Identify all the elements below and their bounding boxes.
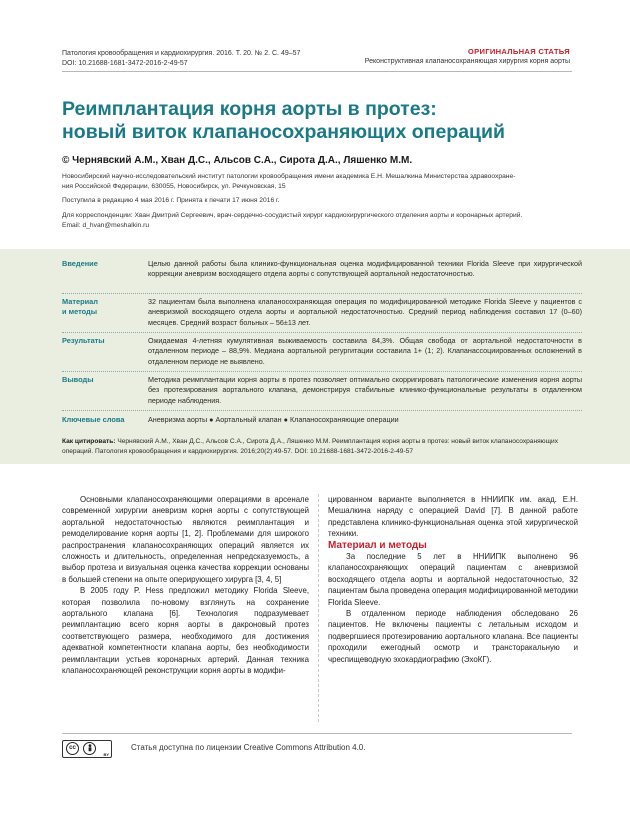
doi-line: DOI: 10.21688-1681-3472-2016-2-49-57 [62,59,188,67]
methods-label [62,297,142,317]
running-header-left [62,49,300,68]
affiliation [62,172,582,193]
body-paragraph: Основными клапаносохраняющими операциями в арсенале современной хирургии аневризм корня аорты с сопутствующей аортальной недостаточностью являются реимплантация и ремоделирование корня аорты [1, 2]. Проблемами для широкого распространения клапаносохраняющих операций является их сложность и длительность, определенная непредсказуемость, а выбор протеза и визуальная оценка качества коррекции основаны в большей степени на опыте оперирующего хирурга [3, 4, 5] [62,495,309,584]
methods-label-line-2: и методы [62,307,98,317]
abstract-separator [62,293,582,294]
license-text: Статья доступна по лицензии Creative Commons Attribution 4.0. [131,743,366,752]
body-paragraph: За последние 5 лет в ННИИПК выполнено 96 клапаносохраняющих операций пациентам с аневризмой восходящего отдела аорты и аортальной недостаточностью, 32 пациентам была проведена операция модифицированной методики Florida Sleeve. [328,552,578,607]
abstract-separator [62,332,582,333]
how-to-cite [62,437,582,457]
person-glyph [85,743,95,753]
article-title [62,98,582,144]
correspondence [62,211,582,232]
received-dates: Поступила в редакцию 4 мая 2016 г. Принята к печати 17 июня 2016 г. [62,197,280,204]
affiliation-line-1: Новосибирский научно-исследовательский институт патологии кровообращения имени академика Е.Н. Мешалкина Министерства здравоохране- [62,173,516,180]
section-subtitle: Реконструктивная клапаносохраняющая хирургия корня аорты [364,58,570,65]
cite-label: Как цитировать: [62,438,116,445]
journal-line: Патология кровообращения и кардиохирургия. 2016. Т. 20. № 2. С. 49–57 [62,50,301,57]
methods-text: 32 пациентам была выполнена клапаносохраняющая операция по модифицированной методике Florida Sleeve у пациентов с аневризмой восходящего отдела аорты и аортальной недостаточностью. Средний период наблюдения составил 17 (0–60) месяцев. Средний возраст больных – 56±13 лет. [148,297,582,327]
affiliation-line-2: ния Российской Федерации, 630055, Новосибирск, ул. Речкуновская, 15 [62,183,286,191]
keywords-text: Аневризма аорты ● Аортальный клапан ● Клапаносохраняющие операции [148,415,399,424]
cite-text: Чернявский А.М., Хван Д.С., Альсов С.А., Сирота Д.А., Ляшенко М.М. Реимплантация корня аорты в протез: новый виток клапаносохраняющих операций. Патология кровообращения и кардиохирургия. 2016;20(2):49-57. DOI: 10.21688-1681-3472-2016-2-49-57 [62,438,559,455]
introduction-label: Введение [62,259,98,268]
person-icon [83,742,96,755]
body-column-right [328,494,578,665]
abstract-separator [62,371,582,372]
abstract-separator [62,410,582,411]
keywords-label: Ключевые слова [62,415,125,424]
conclusions-label: Выводы [62,375,94,384]
title-line-1: Реимплантация корня аорты в протез: [62,98,437,120]
section-heading: Материал и методы [328,539,427,551]
introduction-text: Целью данной работы была клинико-функциональная оценка модифицированной техники Florida Sleeve при хирургической коррекции аневризм восходящего отдела аорты с сопутствующей аортальной недостаточностью. [148,259,582,279]
cc-icon: cc [66,742,79,755]
conclusions-text: Методика реимплантации корня аорты в протез позволяет оптимально скорригировать патологические изменения корня аорты без протезирования аортального клапана, демонстрируя стабильные клинико-функциональные результаты в отдаленном периоде наблюдения. [148,375,582,405]
body-paragraph: цированном варианте выполняется в ННИИПК им. акад. Е.Н. Мешалкина наряду с операцией David [7]. В данной работе представлена клинико-функциональная оценка этой хирургической техники. [328,495,578,539]
cc-by-license-badge [62,740,112,758]
correspondence-email: Email: d_hvan@meshalkin.ru [62,222,150,230]
title-line-2: новый виток клапаносохраняющих операций [62,121,506,143]
section-label: ОРИГИНАЛЬНАЯ СТАТЬЯ [467,47,570,56]
body-paragraph: В отдаленном периоде наблюдения обследовано 26 пациентов. Не включены пациенты с летальным исходом и подвергшиеся протезированию аортального клапана. Все пациенты проходили ежегодный осмотр и трансторакальную и чреспищеводную эхокардиографию (ЭхоКГ). [328,609,578,664]
body-column-left [62,494,309,677]
results-text: Ожидаемая 4-летняя кумулятивная выживаемость составила 84,3%. Общая свобода от аортальной недостаточности в отдаленном периоде – 88,9%. Медиана аортальной регургитации составила 1+ (1; 2). Клапанассоциированных осложнений в отдаленном периоде не выявлено. [148,336,582,366]
correspondence-line-1: Для корреспонденции: Хван Дмитрий Сергеевич, врач-сердечно-сосудистый хирург кардиохирургического отделения аорты и коронарных артерий. [62,212,523,219]
methods-label-line-1: Материал [62,297,98,306]
by-label: BY [103,752,109,757]
footer-rule [62,733,572,734]
header-rule [62,71,572,72]
column-divider [318,494,319,722]
running-header-right [365,47,570,67]
author-list: © Чернявский А.М., Хван Д.С., Альсов С.А., Сирота Д.А., Ляшенко М.М. [62,155,413,166]
results-label: Результаты [62,336,105,345]
abstract-box [0,249,630,464]
body-paragraph: В 2005 году P. Hess предложил методику Florida Sleeve, которая позволила по-новому взглянуть на сохранение аортального клапана [6]. Технология подразумевает реимплантацию всего корня аорты в дакроновый протез соответствующего размера, необходимого для достижения адекватной компетентности клапана аорты, без необходимости реимплантации устьев коронарных артерий. Данная техника клапаносохраняющей реконструкции корня аорты в модифи- [62,586,309,676]
